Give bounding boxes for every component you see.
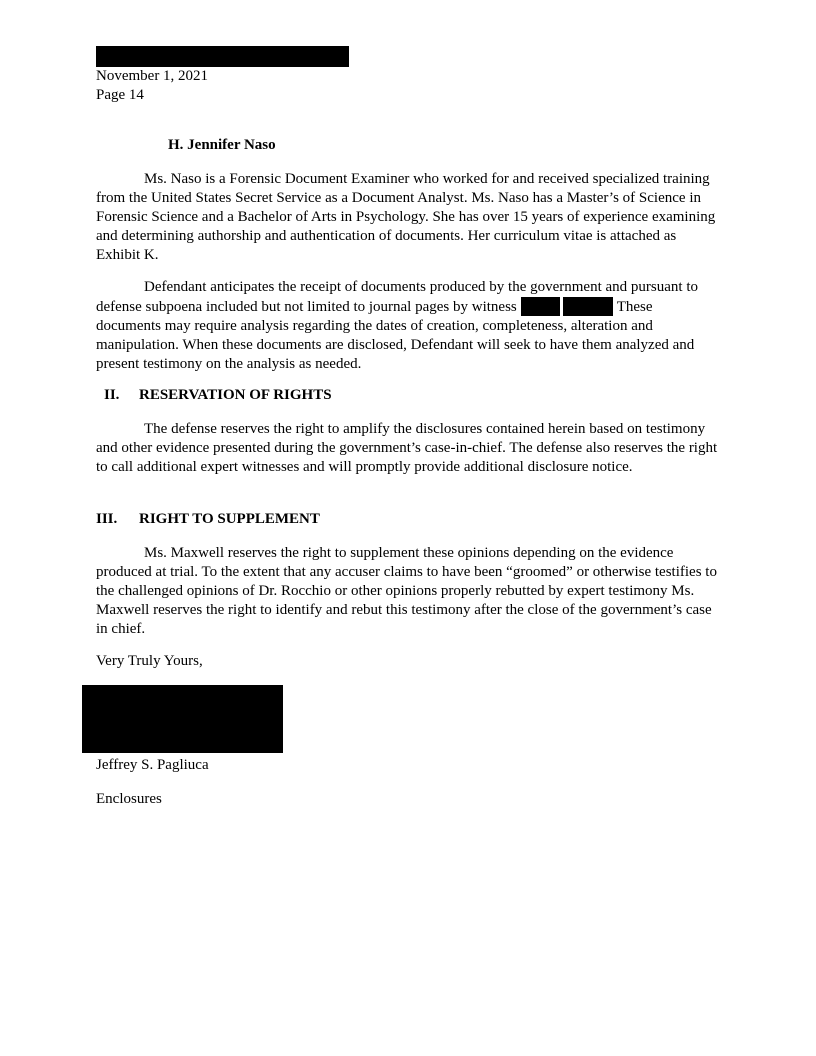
enclosures-label: Enclosures (96, 791, 162, 807)
section-3-number: III. (96, 511, 118, 527)
section-h-paragraph-2 (96, 278, 721, 374)
redacted-signature (82, 685, 283, 753)
section-2-title: RESERVATION OF RIGHTS (139, 387, 332, 403)
section-h-paragraph-1 (96, 170, 721, 265)
section-h-paragraph-2-text-a: Defendant anticipates the receipt of documents produced by the government and pursuant to defense subpoena included but not limited to journal pages by witness (96, 279, 698, 315)
section-h-heading: H. Jennifer Naso (168, 137, 276, 153)
redacted-witness-first-name (521, 297, 560, 316)
redacted-witness-last-name (563, 297, 613, 316)
section-h-paragraph-1-text: Ms. Naso is a Forensic Document Examiner who worked for and received specialized training from the United States Secret Service as a Document Analyst. Ms. Naso has a Master’s of Science in Forensic Science and a Bachelor of Arts in Psychology. She has over 15 years of experience examining and determining authorship and authentication of documents. Her curriculum vitae is attached as Exhibit K. (96, 171, 716, 263)
section-3-heading (96, 510, 320, 529)
signer-name: Jeffrey S. Pagliuca (96, 757, 209, 773)
page-number: Page 14 (96, 87, 144, 103)
section-3-paragraph-text: Ms. Maxwell reserves the right to supplement these opinions depending on the evidence produced at trial. To the extent that any accuser claims to have been “groomed” or otherwise testifies to the challenged opinions of Dr. Rocchio or other opinions properly rebutted by expert testimony Ms. Maxwell reserves the right to identify and rebut this testimony after the close of the government’s case in chief. (96, 545, 717, 637)
redacted-header-block (96, 46, 349, 67)
section-h-paragraph-2-text-b: These documents may require analysis regarding the dates of creation, completeness, alteration and manipulation. When these documents are disclosed, Defendant will seek to have them analyzed and present testimony on the analysis as needed. (96, 299, 695, 372)
section-3-paragraph (96, 544, 721, 639)
letter-date: November 1, 2021 (96, 68, 209, 84)
section-2-paragraph (96, 420, 721, 477)
section-2-paragraph-text: The defense reserves the right to amplify the disclosures contained herein based on testimony and other evidence presented during the government’s case-in-chief. The defense also reserves the right to call additional expert witnesses and will promptly provide additional disclosure notice. (96, 421, 718, 475)
section-3-title: RIGHT TO SUPPLEMENT (139, 511, 320, 527)
section-2-number: II. (104, 387, 120, 403)
section-2-heading (104, 386, 332, 405)
closing-salutation: Very Truly Yours, (96, 653, 203, 669)
